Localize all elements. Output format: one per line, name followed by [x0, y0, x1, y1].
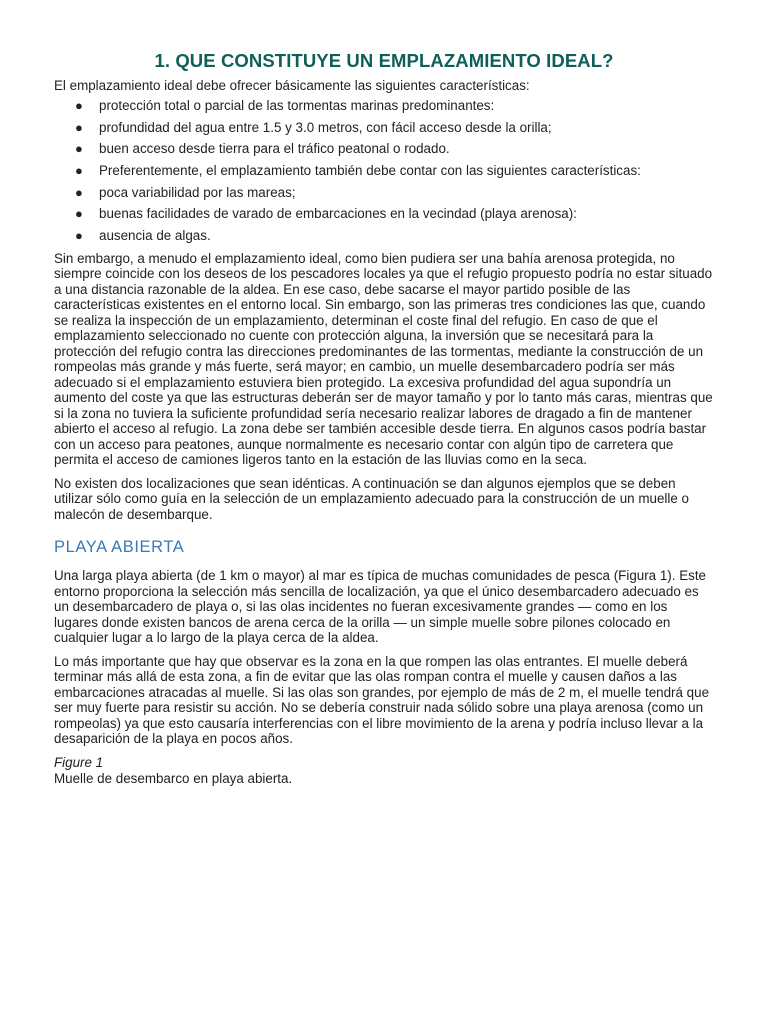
- list-item: [54, 206, 714, 228]
- figure-label: Figure 1: [54, 754, 104, 770]
- bullet-icon: ●: [75, 184, 83, 200]
- bullet-icon: ●: [75, 163, 83, 179]
- bullet-icon: ●: [75, 119, 83, 135]
- bullet-icon: ●: [75, 206, 83, 222]
- list-item: [54, 120, 714, 142]
- list-item-text: ausencia de algas.: [99, 228, 211, 244]
- list-item-text: Preferentemente, el emplazamiento también debe contar con las siguientes características:: [99, 163, 641, 179]
- figure-caption: Muelle de desembarco en playa abierta.: [54, 770, 293, 786]
- body-paragraph: Una larga playa abierta (de 1 km o mayor) al mar es típica de muchas comunidades de pesca (Figura 1). Este entorno proporciona la selección más sencilla de localización, ya que el único desembarcadero adecuado es un desembarcadero de playa o, si las olas incidentes no fueran excesivamente grandes — como en los lugares donde existen bancos de arena cerca de la orilla — un simple muelle sobre pilones colocado en cualquier lugar a lo largo de la playa cerca de la aldea.: [54, 568, 706, 646]
- list-item-text: profundidad del agua entre 1.5 y 3.0 metros, con fácil acceso desde la orilla;: [99, 119, 552, 135]
- intro-text: El emplazamiento ideal debe ofrecer básicamente las siguientes características:: [54, 78, 530, 93]
- page-title: 1. QUE CONSTITUYE UN EMPLAZAMIENTO IDEAL?: [154, 50, 614, 71]
- bullet-icon: ●: [75, 98, 83, 113]
- section-heading: PLAYA ABIERTA: [54, 538, 185, 557]
- list-item: [54, 228, 714, 250]
- body-paragraph: Lo más importante que hay que observar es la zona en la que rompen las olas entrantes. El muelle deberá terminar más allá de esta zona, a fin de evitar que las olas rompan contra el muelle y causen daños a las embarcaciones atracadas al muelle. Si las olas son grandes, por ejemplo de más de 2 m, el muelle tendrá que ser muy fuerte para resistir su acción. No se debería construir nada sólido sobre una playa arenosa (como un rompeolas) ya que esto causaría interferencias con el libre movimiento de la arena y podría incluso llevar a la desaparición de la playa en pocos años.: [54, 653, 710, 747]
- bullet-icon: ●: [75, 228, 83, 244]
- body-paragraph: Sin embargo, a menudo el emplazamiento ideal, como bien pudiera ser una bahía arenosa protegida, no siempre coincide con los deseos de los pescadores locales ya que el refugio propuesto podría no estar situado a una distancia razonable de la aldea. En ese caso, debe sacarse el mayor partido posible de las características existentes en el entorno local. Sin embargo, son las primeras tres condiciones las que, cuando se realiza la inspección de un emplazamiento, determinan el coste final del refugio. En caso de que el emplazamiento seleccionado no cuente con protección alguna, la inversión que se necesitará para la protección del refugio contra las direcciones predominantes de las tormentas, mediante la construcción de un rompeolas más grande y más fuerte, será mayor; en cambio, un muelle desembarcadero podría ser más adecuado si el emplazamiento estuviera bien protegido. La excesiva profundidad del agua supondría un aumento del coste ya que las estructuras deberán ser de mayor tamaño y por lo tanto más caras, mientras que si la zona no tuviera la suficiente profundidad sería necesario realizar labores de dragado a fin de mantener abierto el acceso al refugio. La zona debe ser también accesible desde tierra. En algunos casos podría bastar con un acceso para peatones, aunque normalmente es necesario contar con algún tipo de carretera que permita el acceso de camiones ligeros tanto en la estación de las lluvias como en la seca.: [54, 250, 713, 468]
- list-item: [54, 163, 714, 185]
- list-item: [54, 98, 714, 120]
- body-paragraph: No existen dos localizaciones que sean idénticas. A continuación se dan algunos ejemplos que se deben utilizar sólo como guía en la selección de un emplazamiento adecuado para la construcción de un muelle o malecón de desembarque.: [54, 475, 689, 522]
- feature-list: [54, 98, 714, 250]
- list-item-text: protección total o parcial de las tormentas marinas predominantes:: [99, 98, 495, 113]
- list-item: [54, 141, 714, 163]
- list-item: [54, 185, 714, 207]
- bullet-icon: ●: [75, 141, 83, 157]
- list-item-text: buen acceso desde tierra para el tráfico peatonal o rodado.: [99, 141, 450, 157]
- list-item-text: poca variabilidad por las mareas;: [99, 184, 296, 200]
- list-item-text: buenas facilidades de varado de embarcaciones en la vecindad (playa arenosa):: [99, 206, 577, 222]
